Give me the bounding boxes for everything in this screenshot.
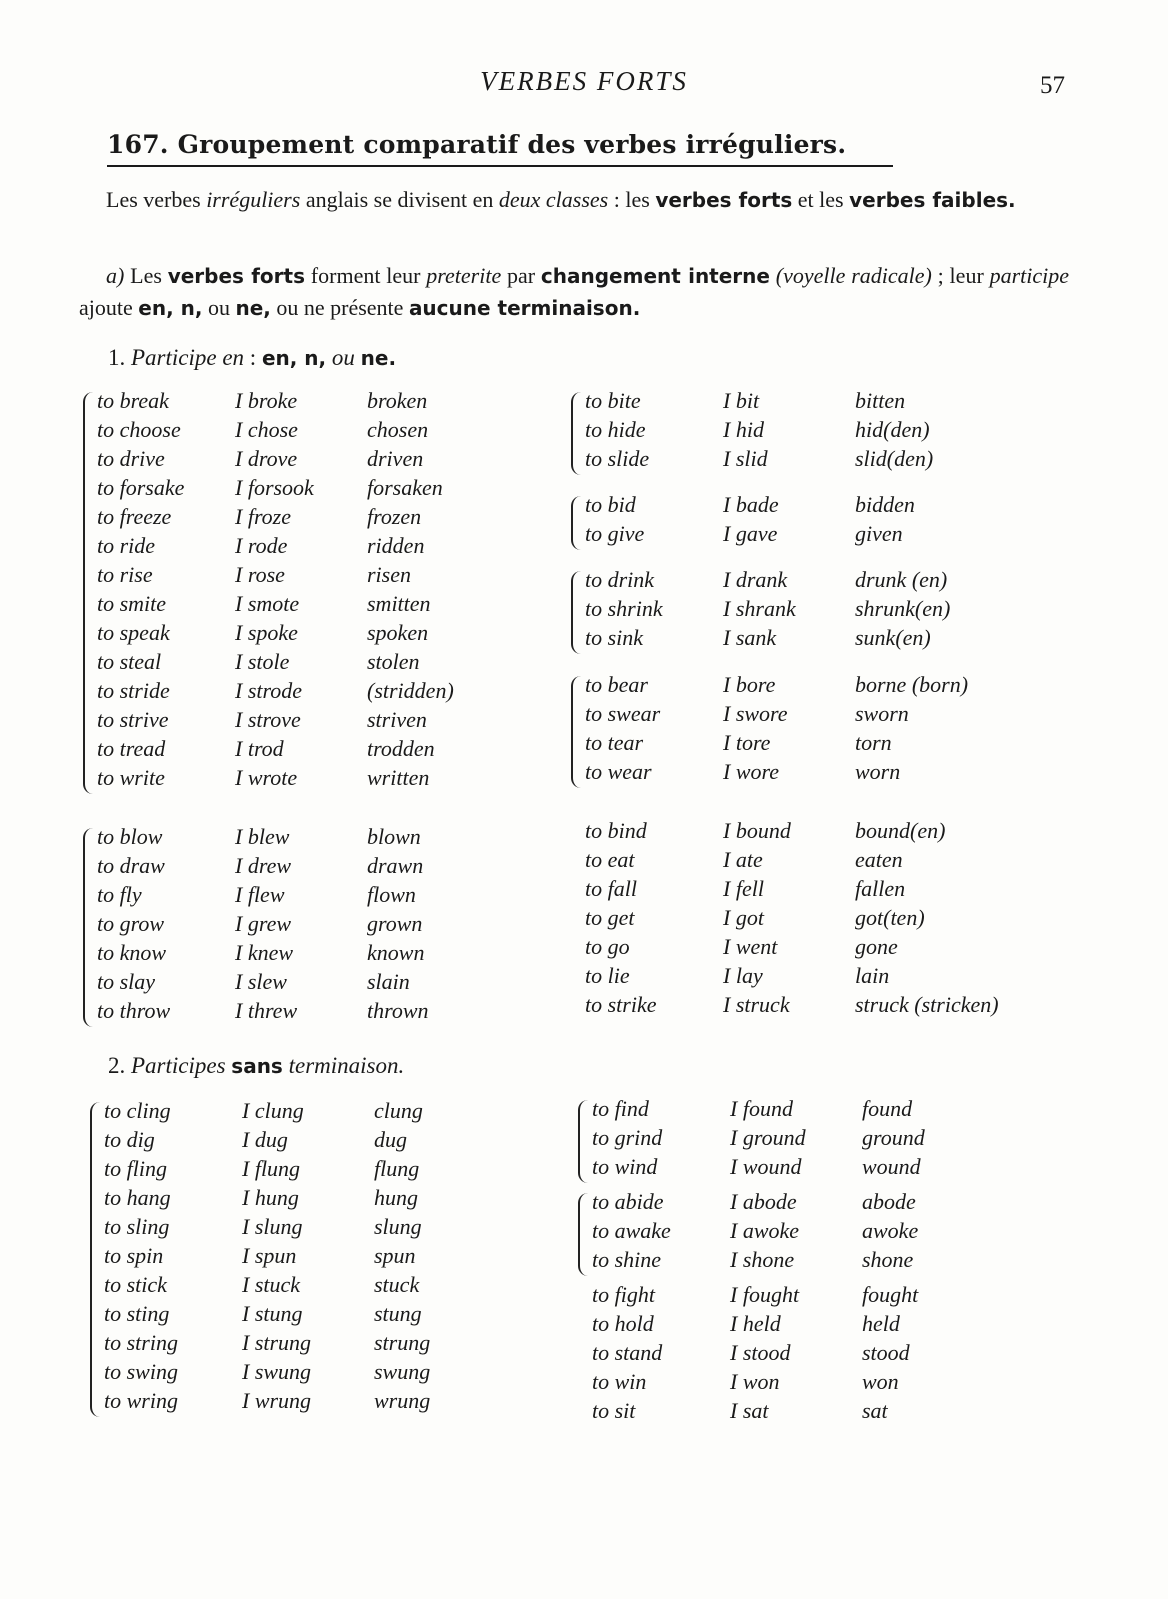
text-run: preterite	[426, 263, 502, 288]
participle-cell: clung	[374, 1098, 423, 1123]
participle-cell: flung	[374, 1156, 420, 1181]
participle-cell: gone	[855, 934, 898, 959]
participle-cell: ridden	[367, 533, 425, 558]
infinitive-cell: to hang	[104, 1185, 171, 1210]
participle-cell: slid(den)	[855, 446, 934, 471]
preterite-cell: I knew	[235, 940, 294, 965]
preterite-cell: I forsook	[235, 475, 314, 500]
text-run: verbes faibles.	[849, 188, 1016, 212]
infinitive-cell: to ride	[97, 533, 156, 558]
page-number: 57	[1040, 72, 1065, 99]
participle-cell: sunk(en)	[855, 625, 931, 650]
infinitive-cell: to bite	[585, 388, 641, 413]
participle-cell: stolen	[367, 649, 420, 674]
preterite-cell: I hung	[242, 1185, 299, 1210]
preterite-cell: I slew	[235, 969, 287, 994]
preterite-cell: I bound	[723, 818, 791, 843]
participle-cell: worn	[855, 759, 901, 784]
text-run: verbes forts	[167, 264, 305, 288]
participle-cell: broken	[367, 388, 428, 413]
participle-cell: drunk (en)	[855, 567, 948, 592]
preterite-cell: I swung	[242, 1359, 312, 1384]
preterite-cell: I drank	[723, 567, 788, 592]
participle-cell: risen	[367, 562, 411, 587]
group-brace	[571, 571, 583, 654]
text-run: a)	[106, 263, 125, 288]
infinitive-cell: to wear	[585, 759, 652, 784]
participle-cell: striven	[367, 707, 427, 732]
infinitive-cell: to sting	[104, 1301, 170, 1326]
text-run: aucune terminaison.	[408, 296, 641, 320]
preterite-cell: I sank	[723, 625, 777, 650]
participle-cell: strung	[374, 1330, 431, 1355]
preterite-cell: I dug	[242, 1127, 288, 1152]
text-run: ne,	[235, 296, 271, 320]
participle-cell: stuck	[374, 1272, 420, 1297]
infinitive-cell: to slay	[97, 969, 156, 994]
preterite-cell: I spoke	[235, 620, 298, 645]
participle-cell: shone	[862, 1247, 914, 1272]
text-run: irréguliers	[206, 187, 301, 212]
infinitive-cell: to steal	[97, 649, 162, 674]
infinitive-cell: to choose	[97, 417, 181, 442]
participle-cell: swung	[374, 1359, 431, 1384]
infinitive-cell: to spin	[104, 1243, 164, 1268]
preterite-cell: I bore	[723, 672, 776, 697]
infinitive-cell: to stick	[104, 1272, 167, 1297]
infinitive-cell: to tear	[585, 730, 644, 755]
participle-cell: lain	[855, 963, 890, 988]
participle-cell: found	[862, 1096, 913, 1121]
text-run: participe	[989, 263, 1070, 288]
infinitive-cell: to go	[585, 934, 630, 959]
participle-cell: spoken	[367, 620, 429, 645]
preterite-cell: I clung	[242, 1098, 304, 1123]
preterite-cell: I swore	[723, 701, 788, 726]
infinitive-cell: to bear	[585, 672, 648, 697]
preterite-cell: I bit	[723, 388, 760, 413]
preterite-cell: I strung	[242, 1330, 312, 1355]
participle-cell: grown	[367, 911, 423, 936]
infinitive-cell: to wring	[104, 1388, 178, 1413]
infinitive-cell: to drink	[585, 567, 655, 592]
preterite-cell: I got	[723, 905, 764, 930]
preterite-cell: I rose	[235, 562, 285, 587]
infinitive-cell: to rise	[97, 562, 153, 587]
participle-cell: bound(en)	[855, 818, 946, 843]
preterite-cell: I wrote	[235, 765, 298, 790]
preterite-cell: I drew	[235, 853, 292, 878]
participle-cell: borne (born)	[855, 672, 969, 697]
text-run: 1.	[108, 345, 131, 370]
participle-cell: struck (stricken)	[855, 992, 999, 1017]
infinitive-cell: to give	[585, 521, 645, 546]
preterite-cell: I wrung	[242, 1388, 312, 1413]
preterite-cell: I ground	[730, 1125, 806, 1150]
participle-cell: (stridden)	[367, 678, 454, 703]
participle-cell: hid(den)	[855, 417, 930, 442]
preterite-cell: I slung	[242, 1214, 303, 1239]
preterite-cell: I chose	[235, 417, 298, 442]
infinitive-cell: to grow	[97, 911, 165, 936]
infinitive-cell: to stride	[97, 678, 170, 703]
infinitive-cell: to stand	[592, 1340, 663, 1365]
participle-cell: written	[367, 765, 430, 790]
infinitive-cell: to break	[97, 388, 169, 413]
text-run: 2.	[108, 1053, 131, 1078]
preterite-cell: I broke	[235, 388, 298, 413]
preterite-cell: I stood	[730, 1340, 791, 1365]
preterite-cell: I shrank	[723, 596, 796, 621]
infinitive-cell: to hold	[592, 1311, 654, 1336]
preterite-cell: I drove	[235, 446, 298, 471]
infinitive-cell: to freeze	[97, 504, 172, 529]
group-brace	[571, 392, 583, 475]
subsection-2-heading	[108, 1053, 404, 1079]
preterite-cell: I strode	[235, 678, 303, 703]
preterite-cell: I shone	[730, 1247, 795, 1272]
infinitive-cell: to swear	[585, 701, 661, 726]
infinitive-cell: to slide	[585, 446, 650, 471]
preterite-cell: I fell	[723, 876, 764, 901]
infinitive-cell: to tread	[97, 736, 166, 761]
participle-cell: held	[862, 1311, 900, 1336]
infinitive-cell: to speak	[97, 620, 170, 645]
infinitive-cell: to shrink	[585, 596, 663, 621]
participle-cell: ground	[862, 1125, 925, 1150]
infinitive-cell: to smite	[97, 591, 167, 616]
participle-cell: trodden	[367, 736, 435, 761]
infinitive-cell: to grind	[592, 1125, 663, 1150]
preterite-cell: I bade	[723, 492, 779, 517]
participle-cell: fallen	[855, 876, 906, 901]
infinitive-cell: to drive	[97, 446, 165, 471]
group-brace	[571, 496, 583, 550]
preterite-cell: I strove	[235, 707, 301, 732]
participle-cell: given	[855, 521, 903, 546]
text-run: en, n,	[261, 346, 327, 370]
preterite-cell: I ate	[723, 847, 763, 872]
infinitive-cell: to cling	[104, 1098, 171, 1123]
preterite-cell: I went	[723, 934, 778, 959]
participle-cell: awoke	[862, 1218, 919, 1243]
preterite-cell: I smote	[235, 591, 300, 616]
preterite-cell: I gave	[723, 521, 778, 546]
infinitive-cell: to fall	[585, 876, 637, 901]
section-title: 167. Groupement comparatif des verbes irréguliers.	[107, 130, 893, 167]
participle-cell: driven	[367, 446, 424, 471]
preterite-cell: I sat	[730, 1398, 769, 1423]
participle-cell: got(ten)	[855, 905, 925, 930]
infinitive-cell: to sling	[104, 1214, 170, 1239]
preterite-cell: I flung	[242, 1156, 301, 1181]
infinitive-cell: to sink	[585, 625, 644, 650]
participle-cell: slung	[374, 1214, 422, 1239]
group-brace	[83, 392, 95, 794]
preterite-cell: I froze	[235, 504, 292, 529]
preterite-cell: I trod	[235, 736, 284, 761]
group-brace	[578, 1193, 590, 1276]
preterite-cell: I held	[730, 1311, 781, 1336]
text-run: ne.	[360, 346, 397, 370]
preterite-cell: I tore	[723, 730, 771, 755]
text-run: ajoute	[79, 295, 139, 320]
preterite-cell: I flew	[235, 882, 285, 907]
infinitive-cell: to string	[104, 1330, 178, 1355]
infinitive-cell: to lie	[585, 963, 630, 988]
text-run: Participes	[131, 1053, 226, 1078]
text-run: deux classes	[498, 187, 609, 212]
preterite-cell: I rode	[235, 533, 288, 558]
participle-cell: known	[367, 940, 425, 965]
participle-cell: won	[862, 1369, 899, 1394]
preterite-cell: I grew	[235, 911, 292, 936]
participle-cell: drawn	[367, 853, 424, 878]
infinitive-cell: to strike	[585, 992, 657, 1017]
participle-cell: fought	[862, 1282, 919, 1307]
preterite-cell: I found	[730, 1096, 793, 1121]
infinitive-cell: to hide	[585, 417, 646, 442]
participle-cell: wound	[862, 1154, 921, 1179]
infinitive-cell: to win	[592, 1369, 647, 1394]
text-run: verbes forts	[655, 188, 793, 212]
infinitive-cell: to strive	[97, 707, 169, 732]
participle-cell: blown	[367, 824, 421, 849]
participle-cell: thrown	[367, 998, 429, 1023]
text-run: ; leur	[931, 263, 990, 288]
infinitive-cell: to awake	[592, 1218, 671, 1243]
participle-cell: stood	[862, 1340, 910, 1365]
preterite-cell: I spun	[242, 1243, 297, 1268]
participle-cell: frozen	[367, 504, 422, 529]
infinitive-cell: to fight	[592, 1282, 655, 1307]
participle-cell: shrunk(en)	[855, 596, 951, 621]
text-run: changement interne	[540, 264, 770, 288]
infinitive-cell: to sit	[592, 1398, 636, 1423]
group-brace	[578, 1100, 590, 1183]
preterite-cell: I abode	[730, 1189, 797, 1214]
participle-cell: spun	[374, 1243, 416, 1268]
participle-cell: slain	[367, 969, 410, 994]
preterite-cell: I fought	[730, 1282, 800, 1307]
text-run: :	[244, 345, 262, 370]
text-run: : les	[608, 187, 656, 212]
infinitive-cell: to bind	[585, 818, 647, 843]
infinitive-cell: to fling	[104, 1156, 167, 1181]
infinitive-cell: to eat	[585, 847, 635, 872]
text-run: ou	[331, 345, 355, 370]
preterite-cell: I wore	[723, 759, 780, 784]
infinitive-cell: to write	[97, 765, 165, 790]
text-run: ou ne présente	[270, 295, 409, 320]
participle-cell: dug	[374, 1127, 407, 1152]
intro-paragraph-1	[79, 184, 1069, 216]
group-brace	[90, 1102, 102, 1417]
infinitive-cell: to bid	[585, 492, 636, 517]
infinitive-cell: to draw	[97, 853, 165, 878]
infinitive-cell: to fly	[97, 882, 142, 907]
participle-cell: sat	[862, 1398, 888, 1423]
text-run: sans	[231, 1054, 283, 1078]
infinitive-cell: to abide	[592, 1189, 664, 1214]
participle-cell: chosen	[367, 417, 429, 442]
preterite-cell: I lay	[723, 963, 763, 988]
infinitive-cell: to find	[592, 1096, 649, 1121]
infinitive-cell: to blow	[97, 824, 163, 849]
participle-cell: flown	[367, 882, 416, 907]
participle-cell: bitten	[855, 388, 906, 413]
participle-cell: torn	[855, 730, 892, 755]
participle-cell: wrung	[374, 1388, 431, 1413]
preterite-cell: I blew	[235, 824, 290, 849]
preterite-cell: I slid	[723, 446, 768, 471]
infinitive-cell: to know	[97, 940, 167, 965]
preterite-cell: I struck	[723, 992, 790, 1017]
text-run: (voyelle radicale)	[775, 263, 932, 288]
group-brace	[571, 676, 583, 788]
participle-cell: abode	[862, 1189, 916, 1214]
text-run: en, n,	[138, 296, 203, 320]
text-run: et les	[792, 187, 850, 212]
infinitive-cell: to forsake	[97, 475, 185, 500]
text-run: terminaison.	[288, 1053, 405, 1078]
text-run: Les verbes	[106, 187, 207, 212]
preterite-cell: I stuck	[242, 1272, 301, 1297]
preterite-cell: I won	[730, 1369, 780, 1394]
subsection-1-heading	[108, 345, 396, 371]
text-run: Les	[124, 263, 168, 288]
infinitive-cell: to throw	[97, 998, 171, 1023]
participle-cell: hung	[374, 1185, 418, 1210]
running-head: VERBES FORTS	[480, 66, 688, 96]
infinitive-cell: to shine	[592, 1247, 662, 1272]
preterite-cell: I wound	[730, 1154, 802, 1179]
participle-cell: stung	[374, 1301, 422, 1326]
participle-cell: eaten	[855, 847, 903, 872]
infinitive-cell: to wind	[592, 1154, 658, 1179]
infinitive-cell: to dig	[104, 1127, 155, 1152]
preterite-cell: I threw	[235, 998, 298, 1023]
infinitive-cell: to swing	[104, 1359, 178, 1384]
group-brace	[83, 828, 95, 1027]
preterite-cell: I awoke	[730, 1218, 800, 1243]
text-run: forment leur	[305, 263, 427, 288]
infinitive-cell: to get	[585, 905, 635, 930]
participle-cell: forsaken	[367, 475, 443, 500]
text-run: anglais se divisent en	[300, 187, 499, 212]
preterite-cell: I stung	[242, 1301, 303, 1326]
participle-cell: sworn	[855, 701, 909, 726]
text-run: par	[501, 263, 541, 288]
intro-paragraph-2	[79, 260, 1069, 324]
participle-cell: bidden	[855, 492, 915, 517]
participle-cell: smitten	[367, 591, 431, 616]
text-run: ou	[202, 295, 236, 320]
preterite-cell: I hid	[723, 417, 764, 442]
text-run: Participe en	[131, 345, 245, 370]
preterite-cell: I stole	[235, 649, 290, 674]
